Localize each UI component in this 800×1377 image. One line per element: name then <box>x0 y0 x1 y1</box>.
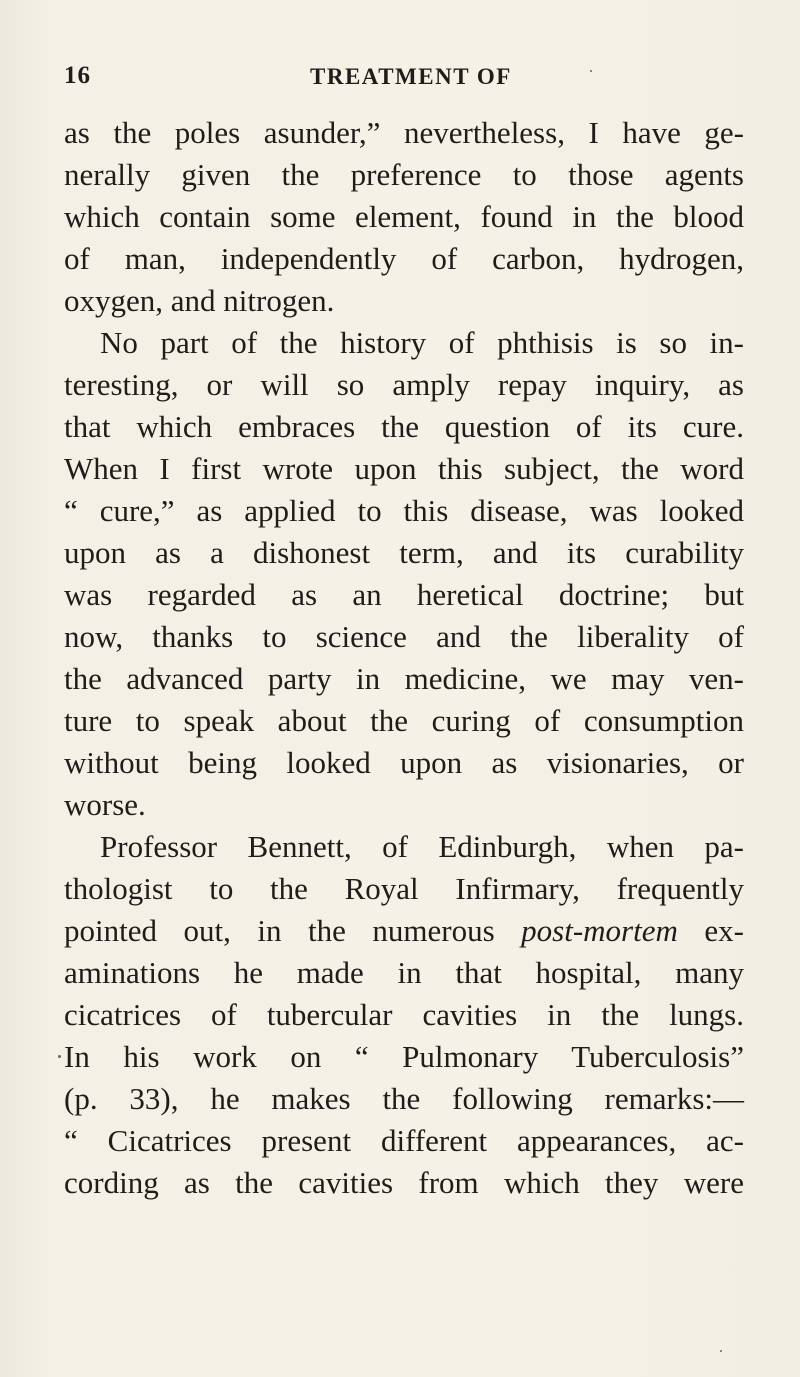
text-line: aminations he made in that hospital, many <box>64 955 744 990</box>
text-line: teresting, or will so amply repay inquiry, as <box>64 367 744 402</box>
page-number: 16 <box>64 62 91 89</box>
paper-speck <box>590 70 592 72</box>
text-line: (p. 33), he makes the following remarks:— <box>64 1081 744 1116</box>
text-line: worse. <box>64 787 146 822</box>
text-line: without being looked upon as visionaries, or <box>64 745 744 780</box>
italic-term: post-mortem <box>521 913 678 948</box>
text-line: nerally given the preference to those agents <box>64 157 744 192</box>
text-line: upon as a dishonest term, and its curability <box>64 535 744 570</box>
text-line: as the poles asunder,” nevertheless, I have ge- <box>64 115 744 150</box>
text-line: In his work on “ Pulmonary Tuberculosis” <box>64 1039 744 1074</box>
text-line: When I first wrote upon this subject, the word <box>64 451 744 486</box>
text-line: cording as the cavities from which they were <box>64 1165 744 1200</box>
text-line: now, thanks to science and the liberality of <box>64 619 744 654</box>
text-fragment: ex- <box>677 913 744 948</box>
text-line: the advanced party in medicine, we may ven- <box>64 661 744 696</box>
page-header <box>64 62 744 92</box>
paper-speck <box>720 1350 722 1352</box>
paper-speck <box>58 1055 61 1058</box>
text-line: oxygen, and nitrogen. <box>64 283 335 318</box>
text-line: that which embraces the question of its cure. <box>64 409 744 444</box>
text-line-with-italic <box>64 910 744 952</box>
running-head: TREATMENT OF <box>310 64 512 89</box>
text-line: “ cure,” as applied to this disease, was looked <box>64 493 744 528</box>
text-line: ture to speak about the curing of consumption <box>64 703 744 738</box>
body-text <box>64 112 744 1204</box>
paragraph-start-line: No part of the history of phthisis is so in- <box>100 325 744 360</box>
text-line: was regarded as an heretical doctrine; but <box>64 577 744 612</box>
text-line: of man, independently of carbon, hydrogen, <box>64 241 744 276</box>
text-line: “ Cicatrices present different appearances, ac- <box>64 1123 744 1158</box>
paragraph-start-line: Professor Bennett, of Edinburgh, when pa- <box>100 829 744 864</box>
text-line: which contain some element, found in the blood <box>64 199 744 234</box>
text-fragment: pointed out, in the numerous <box>64 913 522 948</box>
text-line: thologist to the Royal Infirmary, frequently <box>64 871 744 906</box>
text-line: cicatrices of tubercular cavities in the lungs. <box>64 997 744 1032</box>
